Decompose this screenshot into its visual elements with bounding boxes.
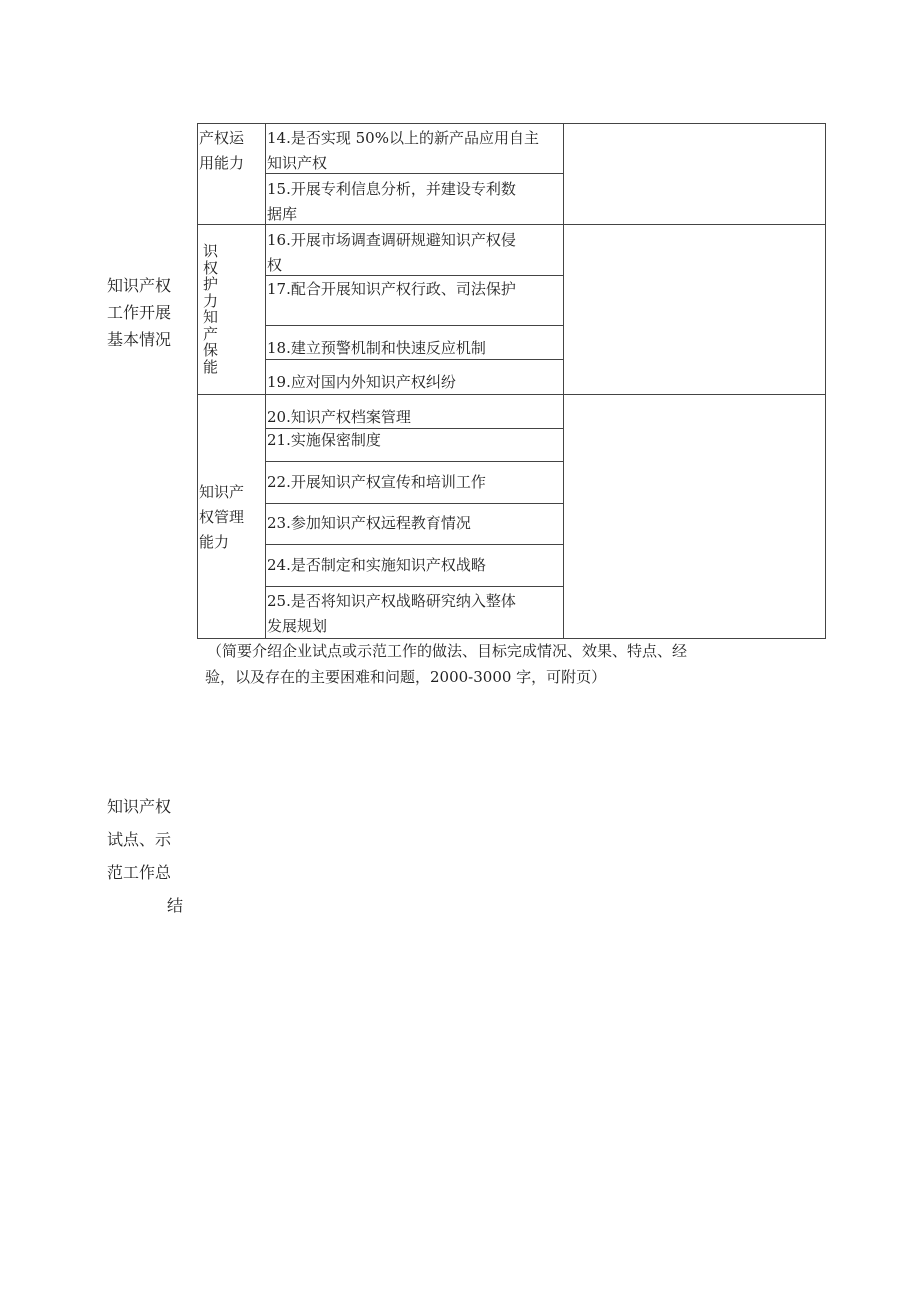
- item-16: [267, 228, 516, 278]
- item-line: 16.开展市场调查调研规避知识产权侵: [267, 231, 516, 249]
- item-20: 20.知识产权档案管理: [267, 408, 411, 426]
- group-label-management: [199, 480, 244, 555]
- row-divider: [265, 503, 563, 504]
- table-border: [197, 123, 826, 124]
- item-25: [267, 589, 516, 639]
- section-label-basic-situation: [107, 272, 171, 353]
- table-border: [197, 123, 198, 639]
- label-line: 结: [166, 896, 183, 915]
- row-divider: [265, 544, 563, 545]
- label-line: 试点、示: [107, 830, 172, 849]
- item-22: 22.开展知识产权宣传和培训工作: [267, 473, 486, 491]
- item-21: 21.实施保密制度: [267, 431, 381, 449]
- item-line: 据库: [267, 205, 298, 223]
- item-line: 权: [267, 256, 283, 274]
- item-line: 15.开展专利信息分析，并建设专利数: [267, 180, 516, 198]
- label-line: 能力: [199, 533, 230, 551]
- table-divider: [563, 123, 564, 639]
- item-line: 25.是否将知识产权战略研究纳入整体: [267, 592, 516, 610]
- item-line: 发展规划: [267, 617, 328, 635]
- table-border: [825, 123, 826, 639]
- item-15: [267, 177, 516, 227]
- label-line: 用能力: [199, 154, 245, 172]
- note-line: （简要介绍企业试点或示范工作的做法、目标完成情况、效果、特点、经: [207, 642, 688, 660]
- item-18: 18.建立预警机制和快速反应机制: [267, 339, 486, 357]
- label-line: 知识产权: [107, 276, 172, 295]
- row-divider: [265, 461, 563, 462]
- row-divider: [265, 586, 563, 587]
- section-label-summary: [107, 790, 183, 922]
- label-line: 基本情况: [107, 330, 172, 349]
- item-24: 24.是否制定和实施知识产权战略: [267, 556, 486, 574]
- group-label-utilization: [199, 126, 244, 176]
- table-divider: [265, 123, 266, 639]
- item-19: 19.应对国内外知识产权纠纷: [267, 373, 456, 391]
- item-23: 23.参加知识产权远程教育情况: [267, 514, 471, 532]
- item-14: [267, 126, 539, 176]
- label-line: 工作开展: [107, 303, 172, 322]
- label-line: 产权运: [199, 129, 245, 147]
- item-line: 知识产权: [267, 154, 328, 172]
- row-divider: [265, 325, 563, 326]
- group-label-protection: 识权护力知产保能: [203, 242, 219, 376]
- summary-instructions: [207, 638, 687, 690]
- item-17: 17.配合开展知识产权行政、司法保护: [267, 280, 516, 298]
- note-line: 验，以及存在的主要困难和问题，2000-3000 字，可附页）: [205, 668, 607, 686]
- label-line: 知识产权: [107, 797, 172, 816]
- label-line: 权管理: [199, 508, 245, 526]
- item-line: 14.是否实现 50%以上的新产品应用自主: [267, 129, 539, 147]
- label-line: 范工作总: [107, 863, 172, 882]
- label-line: 知识产: [199, 483, 245, 501]
